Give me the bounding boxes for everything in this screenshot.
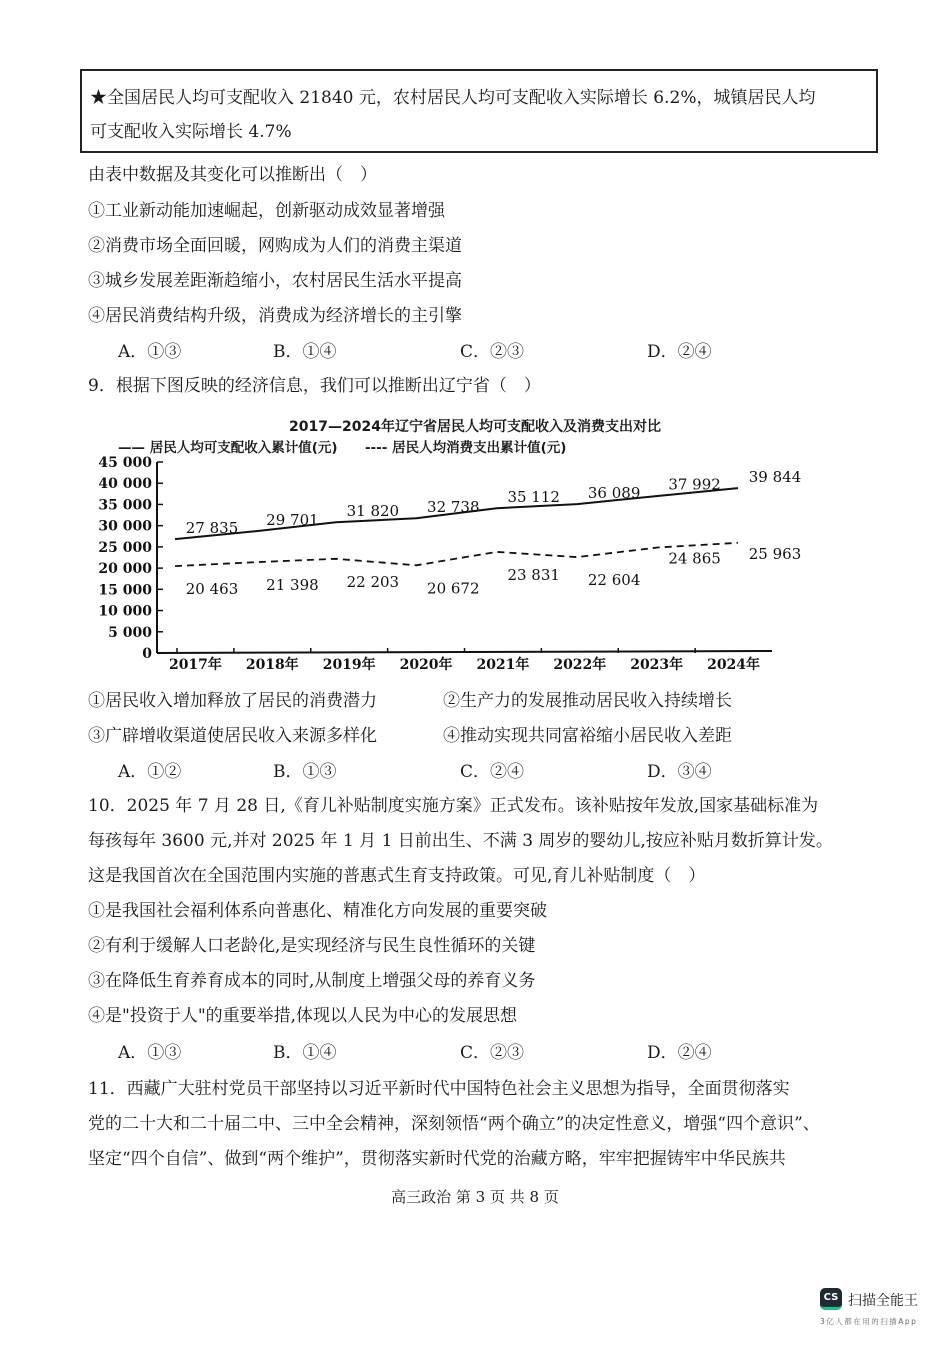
q9-option-a[interactable]: A．①② [118,762,182,782]
q10-option-c[interactable]: C．②③ [460,1043,525,1063]
watermark-name: 扫描全能王 [848,1293,918,1309]
y-tick-label: 10 000 [98,603,152,620]
q8-option-b[interactable]: B．①④ [273,342,337,362]
y-tick-label: 5 000 [108,624,152,641]
q10-option-a[interactable]: A．①③ [118,1043,182,1063]
y-tick-label: 15 000 [98,582,152,599]
q9-item-4: ④推动实现共同富裕缩小居民收入差距 [443,726,732,746]
y-tick-label: 45 000 [98,455,152,471]
q10-option-d[interactable]: D．②④ [647,1043,712,1063]
scanner-watermark [820,1288,940,1338]
line-chart [0,450,950,680]
x-tick-label: 2022年 [553,657,607,673]
x-tick-label: 2024年 [707,657,761,673]
y-tick-label: 40 000 [98,476,152,493]
income-data-label: 32 738 [427,498,480,517]
q9-option-b[interactable]: B．①③ [273,762,337,782]
q10-option-b[interactable]: B．①④ [273,1043,337,1063]
y-tick-label: 0 [142,646,152,662]
consumption-data-label: 25 963 [748,544,802,563]
q9-option-c[interactable]: C．②④ [460,762,525,782]
consumption-data-label: 22 203 [346,572,400,591]
q8-item-3: ③城乡发展差距渐趋缩小，农村居民生活水平提高 [88,271,462,291]
legend-income: —— 居民人均可支配收入累计值(元) [118,440,338,456]
q8-item-1: ①工业新动能加速崛起，创新驱动成效显著增强 [88,201,445,221]
note-line-2: 可支配收入实际增长 4.7% [90,122,292,142]
income-data-label: 35 112 [507,487,560,506]
q9-option-d[interactable]: D．③④ [647,762,712,782]
q9-item-3: ③广辟增收渠道使居民收入来源多样化 [88,726,377,746]
q8-option-c[interactable]: C．②③ [460,342,525,362]
q10-item-3: ③在降低生育养育成本的同时,从制度上增强父母的养育义务 [88,971,536,991]
income-data-label: 36 089 [587,483,641,502]
q10-item-2: ②有利于缓解人口老龄化,是实现经济与民生良性循环的关键 [88,936,536,956]
consumption-data-label: 22 604 [587,571,641,590]
x-tick-label: 2021年 [476,657,530,673]
consumption-series-line [175,543,738,566]
legend-consumption: ---- 居民人均消费支出累计值(元) [364,440,567,456]
q8-option-d[interactable]: D．②④ [647,342,712,362]
x-tick-label: 2018年 [245,657,299,673]
q11-line-3: 坚定“四个自信”、做到“两个维护”，贯彻落实新时代党的治藏方略，牢牢把握铸牢中华民族共 [88,1149,786,1169]
q9-stem: 9．根据下图反映的经济信息，我们可以推断出辽宁省（ ） [88,376,541,396]
y-tick-label: 25 000 [98,539,152,556]
income-data-label: 39 844 [748,467,802,486]
income-data-label: 27 835 [185,518,239,537]
x-tick-label: 2017年 [168,657,222,673]
chart-title: 2017—2024年辽宁省居民人均可支配收入及消费支出对比 [289,419,661,435]
consumption-data-label: 20 672 [427,579,480,598]
x-tick-label: 2023年 [630,657,684,673]
q10-line-1: 10．2025 年 7 月 28 日,《育儿补贴制度实施方案》正式发布。该补贴按年发放,国家基础标准为 [88,796,819,816]
watermark-subtitle: 3亿人都在用的扫描App [820,1317,918,1326]
q10-line-2: 每孩每年 3600 元,并对 2025 年 1 月 1 日前出生、不满 3 周岁的婴幼儿,按应补贴月数折算计发。 [88,831,833,851]
star-icon: ★ [90,88,107,108]
camscanner-logo-icon: CS [820,1288,842,1310]
consumption-data-label: 21 398 [266,576,319,595]
income-data-label: 37 992 [668,475,721,494]
y-tick-label: 20 000 [98,561,152,578]
consumption-data-label: 23 831 [507,565,560,584]
q11-line-2: 党的二十大和二十届二中、三中全会精神，深刻领悟“两个确立”的决定性意义，增强“四个意识”、 [88,1114,820,1134]
consumption-data-label: 24 865 [668,549,721,568]
q10-item-4: ④是"投资于人"的重要举措,体现以人民为中心的发展思想 [88,1006,518,1026]
x-tick-label: 2019年 [322,657,376,673]
q9-item-2: ②生产力的发展推动居民收入持续增长 [443,691,732,711]
data-note-box [80,69,878,153]
q10-item-1: ①是我国社会福利体系向普惠化、精准化方向发展的重要突破 [88,901,547,921]
y-tick-label: 35 000 [98,497,152,514]
x-tick-label: 2020年 [399,657,453,673]
q8-option-a[interactable]: A．①③ [118,342,182,362]
q10-line-3: 这是我国首次在全国范围内实施的普惠式生育支持政策。可见,育儿补贴制度（ ） [88,866,706,886]
page-footer: 高三政治 第 3 页 共 8 页 [391,1188,559,1206]
consumption-data-label: 20 463 [185,580,239,599]
q8-item-2: ②消费市场全面回暖，网购成为人们的消费主渠道 [88,236,462,256]
income-data-label: 31 820 [346,501,400,520]
note-line-1: ★全国居民人均可支配收入 21840 元，农村居民人均可支配收入实际增长 6.2%，城镇居民人均 [90,88,816,108]
income-data-label: 29 701 [266,510,319,529]
q8-item-4: ④居民消费结构升级，消费成为经济增长的主引擎 [88,306,462,326]
q9-item-1: ①居民收入增加释放了居民的消费潜力 [88,691,377,711]
q8-stem: 由表中数据及其变化可以推断出（ ） [88,165,377,185]
y-tick-label: 30 000 [98,518,152,535]
q11-line-1: 11．西藏广大驻村党员干部坚持以习近平新时代中国特色社会主义思想为指导，全面贯彻落实 [88,1079,790,1099]
